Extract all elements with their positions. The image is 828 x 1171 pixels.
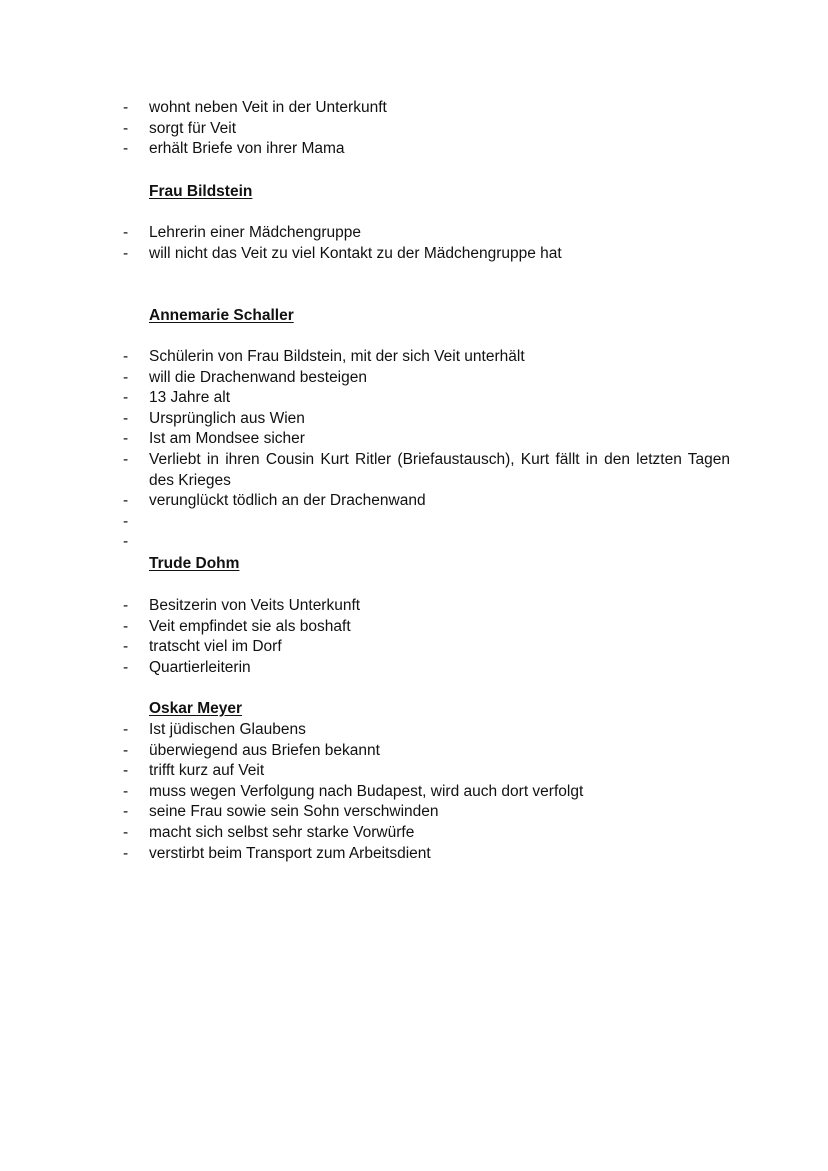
list-item-text: sorgt für Veit [149,119,237,137]
bullet-list-intro [0,98,828,160]
list-item [0,98,828,119]
bullet-dash: - [123,389,129,407]
list-item [0,491,828,512]
list-item-text: Ist am Mondsee sicher [149,430,305,448]
bullet-dash: - [123,224,129,241]
bullet-dash: - [123,741,129,759]
list-item-text: Verliebt in ihren Cousin Kurt Ritler (Briefaustausch), Kurt fällt in den letzten Tagen des Krieges [149,450,730,489]
list-item-text: muss wegen Verfolgung nach Budapest, wird auch dort verfolgt [149,782,584,800]
bullet-dash: - [123,762,129,780]
list-item [0,388,828,409]
bullet-dash: - [123,348,129,365]
list-item [0,596,828,617]
list-item [0,802,828,823]
list-item [0,368,828,389]
bullet-dash: - [123,803,129,821]
list-item [0,844,828,865]
section-heading-frau-bildstein: Frau Bildstein [149,183,253,200]
bullet-dash: - [123,99,129,116]
list-item-text: 13 Jahre alt [149,389,230,407]
bullet-dash: - [123,844,129,862]
bullet-dash: - [123,782,129,800]
bullet-dash: - [123,533,129,551]
list-item [0,139,828,160]
bullet-dash: - [123,823,129,841]
list-item [0,720,828,741]
list-item [0,347,828,368]
list-item [0,761,828,782]
bullet-dash: - [123,119,129,137]
list-item-text: verunglückt tödlich an der Drachenwand [149,492,426,510]
list-item-text [149,532,730,553]
list-item-text: Veit empfindet sie als boshaft [149,617,351,635]
list-item [0,741,828,762]
bullet-list-trude-dohm [0,596,828,678]
list-item [0,823,828,844]
bullet-list-frau-bildstein [0,223,828,264]
list-item-empty [0,532,828,553]
list-item-text: Quartierleiterin [149,658,251,676]
bullet-dash: - [123,512,129,530]
bullet-dash: - [123,430,129,448]
list-item-text [149,512,730,533]
section-heading-oskar-meyer: Oskar Meyer [149,700,243,717]
list-item-text: verstirbt beim Transport zum Arbeitsdient [149,844,431,862]
bullet-dash: - [123,244,129,262]
list-item-text: trifft kurz auf Veit [149,762,265,780]
bullet-dash: - [123,450,129,468]
list-item-text: Ist jüdischen Glaubens [149,721,306,738]
list-item-text: will die Drachenwand besteigen [149,368,367,386]
bullet-dash: - [123,617,129,635]
list-item-text: Ursprünglich aus Wien [149,409,305,427]
bullet-list-annemarie-schaller [0,347,828,553]
list-item-text: will nicht das Veit zu viel Kontakt zu der Mädchengruppe hat [149,244,562,262]
list-item-text: tratscht viel im Dorf [149,638,282,656]
section-heading-trude-dohm: Trude Dohm [149,555,240,572]
bullet-list-oskar-meyer [0,720,828,864]
list-item-text: seine Frau sowie sein Sohn verschwinden [149,803,439,821]
bullet-dash: - [123,638,129,656]
list-item [0,119,828,140]
bullet-dash: - [123,658,129,676]
list-item [0,782,828,803]
list-item [0,450,828,491]
list-item-text: erhält Briefe von ihrer Mama [149,140,345,158]
bullet-dash: - [123,492,129,510]
bullet-dash: - [123,368,129,386]
list-item-text: Schülerin von Frau Bildstein, mit der sich Veit unterhält [149,348,525,365]
list-item [0,244,828,265]
list-item-text: Besitzerin von Veits Unterkunft [149,597,361,614]
bullet-dash: - [123,597,129,614]
bullet-dash: - [123,140,129,158]
list-item [0,223,828,244]
list-item [0,429,828,450]
list-item-empty [0,512,828,533]
list-item [0,637,828,658]
bullet-dash: - [123,721,129,738]
section-heading-annemarie-schaller: Annemarie Schaller [149,307,294,324]
list-item-text: Lehrerin einer Mädchengruppe [149,224,361,241]
list-item-text: macht sich selbst sehr starke Vorwürfe [149,823,415,841]
list-item [0,617,828,638]
list-item [0,658,828,679]
list-item-text: überwiegend aus Briefen bekannt [149,741,380,759]
bullet-dash: - [123,409,129,427]
list-item-text: wohnt neben Veit in der Unterkunft [149,99,387,116]
list-item [0,409,828,430]
